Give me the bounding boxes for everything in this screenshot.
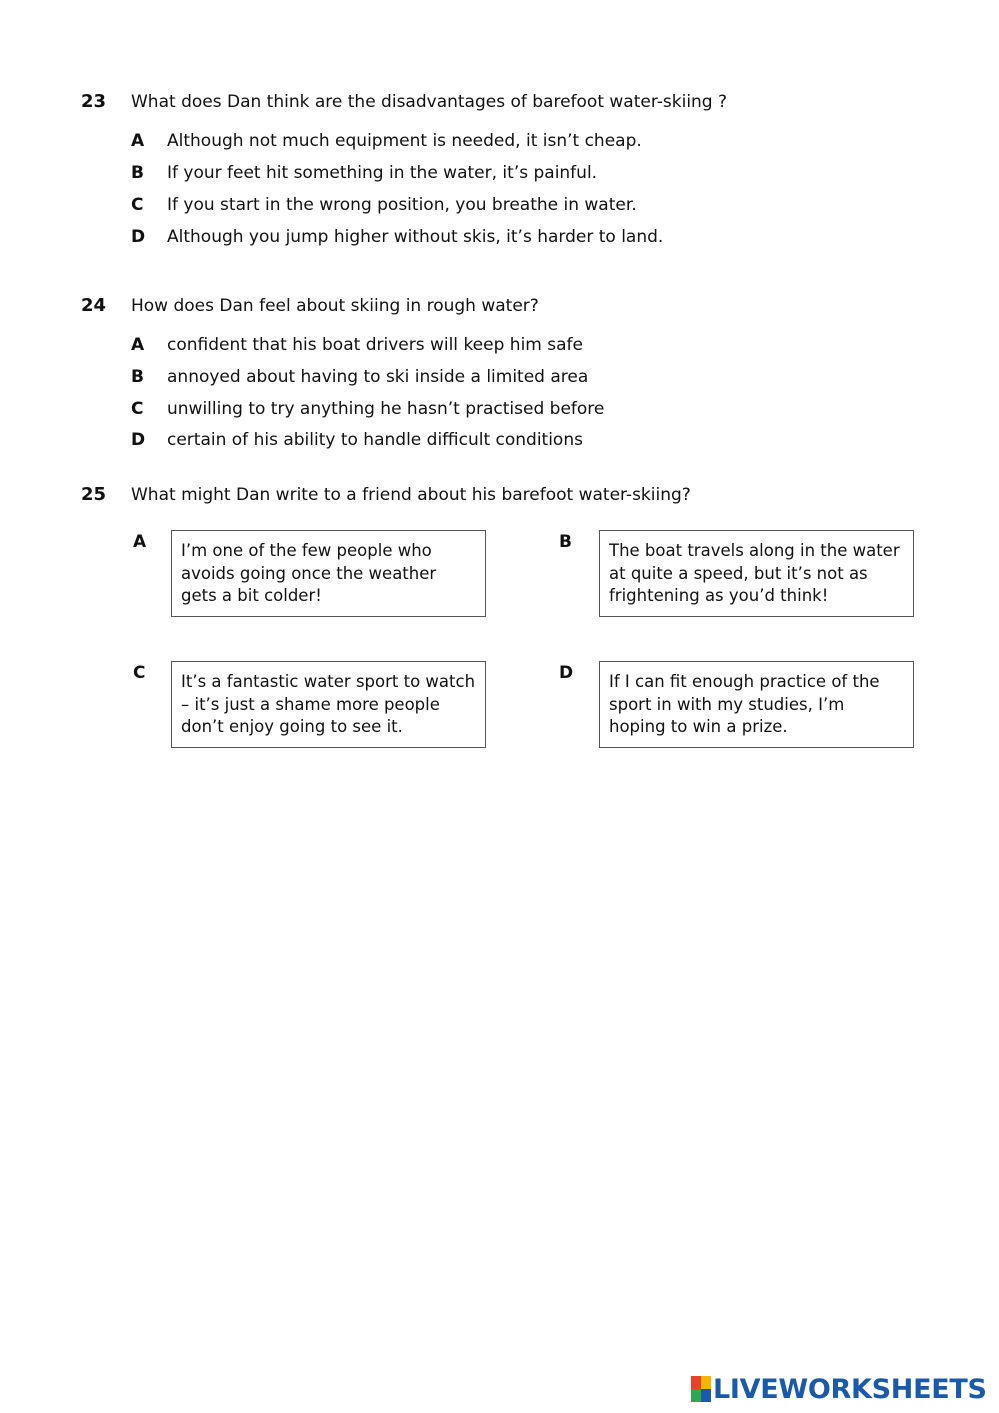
option-letter: C	[131, 399, 144, 419]
logo-square-green	[691, 1389, 701, 1402]
question-text: What does Dan think are the disadvantages of barefoot water-skiing ?	[131, 92, 728, 112]
answer-box-c[interactable]: It’s a fantastic water sport to watch – it’s just a shame more people don’t enjoy going to see it.	[171, 661, 486, 748]
logo-text: LIVEWORKSHEETS	[713, 1373, 987, 1405]
option-letter: A	[131, 335, 145, 355]
option-letter: D	[131, 227, 146, 247]
option-letter: D	[131, 430, 146, 450]
logo-square-yellow	[701, 1376, 711, 1389]
option-letter: C	[131, 195, 144, 215]
option-text: certain of his ability to handle difficult conditions	[167, 430, 583, 450]
logo-square-blue	[701, 1389, 711, 1402]
option-text: If you start in the wrong position, you breathe in water.	[167, 195, 637, 215]
box-letter-d: D	[559, 663, 574, 683]
answer-box-d[interactable]: If I can fit enough practice of the sport in with my studies, I’m hoping to win a prize.	[599, 661, 914, 748]
question-number: 25	[81, 484, 107, 505]
option-text: confident that his boat drivers will keep him safe	[167, 335, 583, 355]
question-text: How does Dan feel about skiing in rough water?	[131, 296, 539, 316]
question-text: What might Dan write to a friend about his barefoot water-skiing?	[131, 485, 691, 505]
question-number: 23	[81, 91, 107, 112]
answer-box-b[interactable]: The boat travels along in the water at quite a speed, but it’s not as frightening as you’d think!	[599, 530, 914, 617]
option-text: annoyed about having to ski inside a limited area	[167, 367, 589, 387]
box-letter-c: C	[133, 663, 146, 683]
logo-mark-icon	[691, 1376, 711, 1402]
box-letter-b: B	[559, 532, 572, 552]
option-text: Although you jump higher without skis, it’s harder to land.	[167, 227, 664, 247]
option-letter: B	[131, 163, 144, 183]
option-text: unwilling to try anything he hasn’t practised before	[167, 399, 605, 419]
logo-square-red	[691, 1376, 701, 1389]
option-letter: A	[131, 131, 145, 151]
question-number: 24	[81, 295, 107, 316]
option-text: If your feet hit something in the water, it’s painful.	[167, 163, 598, 183]
liveworksheets-logo	[691, 1373, 987, 1405]
box-letter-a: A	[133, 532, 147, 552]
option-letter: B	[131, 367, 144, 387]
answer-box-a[interactable]: I’m one of the few people who avoids going once the weather gets a bit colder!	[171, 530, 486, 617]
option-text: Although not much equipment is needed, it isn’t cheap.	[167, 131, 642, 151]
